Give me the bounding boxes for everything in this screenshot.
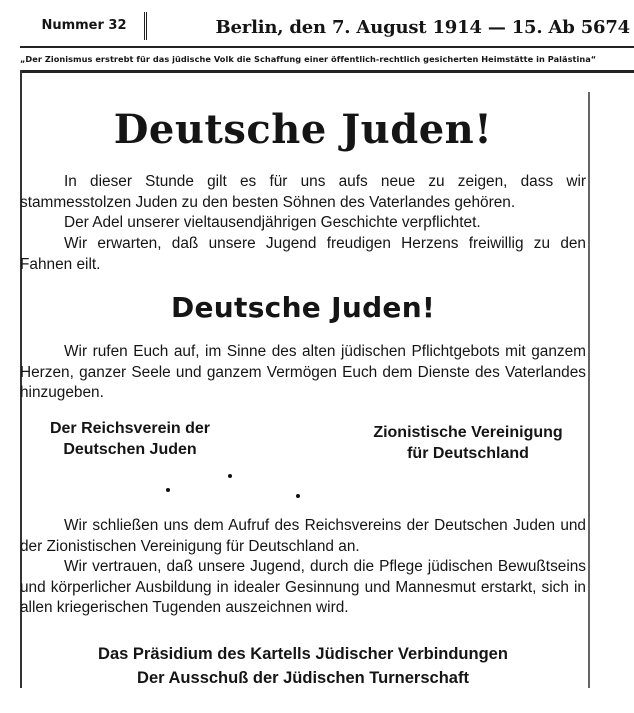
paragraph-1: In dieser Stunde gilt es für uns aufs neue zu zeigen, dass wir stammesstolzen Juden zu den besten Söhnen des Vaterlandes gehören. [20, 173, 586, 211]
headline-secondary: Deutsche Juden! [170, 291, 436, 324]
signatory-left-line-2: Deutschen Juden [63, 441, 197, 458]
issue-number: Nummer 32 [24, 12, 147, 40]
signoff [20, 642, 586, 690]
column-top-rule [20, 70, 634, 73]
ornament-dot [228, 474, 232, 478]
masthead-rule [20, 46, 634, 48]
masthead [20, 10, 634, 46]
motto: „Der Zionismus erstrebt für das jüdische Volk die Schaffung einer öffentlich-rechtlich gesicherten Heimstätte in Palästina“ [20, 54, 597, 64]
signoff-line-2: Der Ausschuß der Jüdischen Turnerschaft [137, 669, 469, 687]
signatory-left-line-1: Der Reichsverein der [49, 420, 211, 437]
paragraph-2: Der Adel unserer vieltausendjährigen Geschichte verpflichtet. [64, 214, 481, 231]
paragraph-4: Wir rufen Euch auf, im Sinne des alten jüdischen Pflichtgebots mit ganzem Herzen, ganzer Seele und ganzem Vermögen Euch dem Dienste des Vaterlandes hinzugeben. [20, 343, 586, 401]
ornament-dot [166, 488, 170, 492]
signoff-line-1: Das Präsidium des Kartells Jüdischer Verbindungen [98, 645, 508, 663]
ornament-dot [296, 494, 300, 498]
paragraph-6: Wir vertrauen, daß unsere Jugend, durch die Pflege jüdischen Bewußtseins und körperlicher Ausbildung in idealer Gesinnung und Mannesmut erstarkt, sich in allen kriegerischen Tugenden auszeichnen wird. [20, 558, 586, 616]
paragraph-3: Wir erwarten, daß unsere Jugend freudigen Herzens freiwillig zu den Fahnen eilt. [20, 235, 586, 273]
column-rule-right [588, 92, 590, 688]
signatory-right-line-1: Zionistische Vereinigung [373, 424, 563, 441]
dateline: Berlin, den 7. August 1914 — 15. Ab 5674 [215, 17, 630, 38]
paragraph-5: Wir schließen uns dem Aufruf des Reichsvereins der Deutschen Juden und der Zionistischen Vereinigung für Deutschland an. [20, 517, 586, 555]
signatory-reichsverein [20, 418, 240, 460]
headline-primary: Deutsche Juden! [113, 106, 493, 153]
signatory-right-line-2: für Deutschland [407, 445, 529, 462]
signatory-zionist [350, 422, 586, 464]
